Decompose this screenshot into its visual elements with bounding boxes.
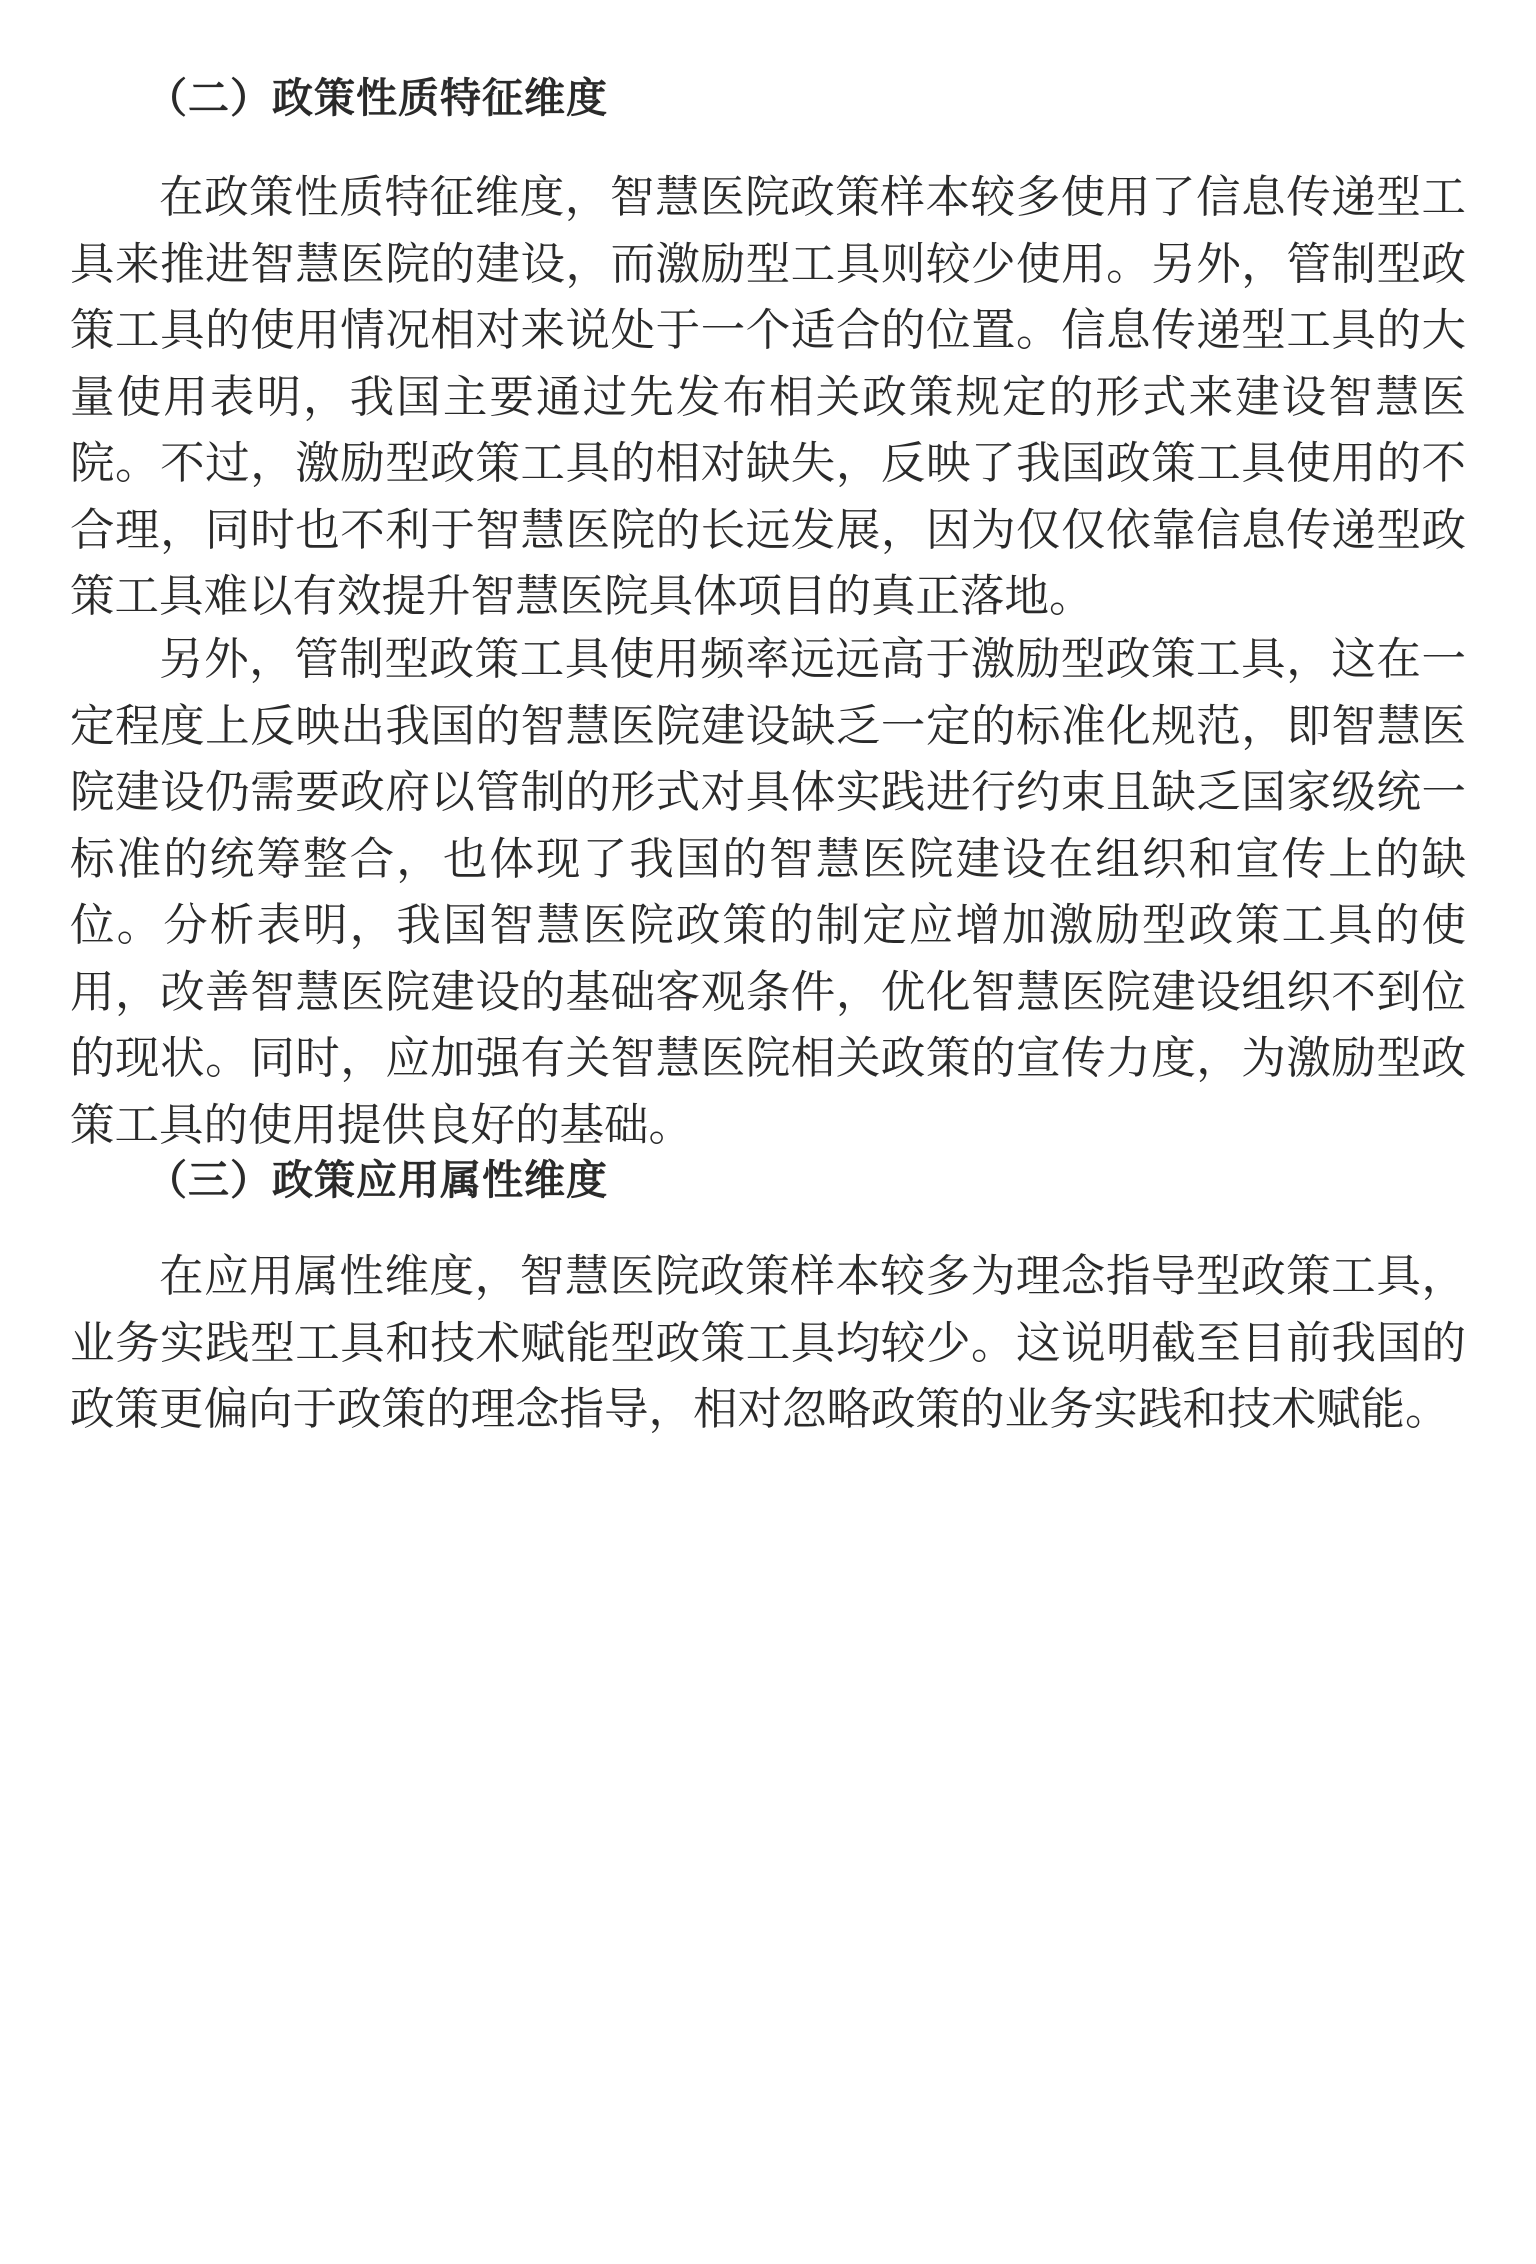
section-heading-2: （二）政策性质特征维度 — [146, 74, 608, 122]
paragraph-policy-nature-2: 另外，管制型政策工具使用频率远远高于激励型政策工具，这在一定程度上反映出我国的智慧医院建设缺乏一定的标准化规范，即智慧医院建设仍需要政府以管制的形式对具体实践进行约束且缺乏国家级统一标准的统筹整合，也体现了我国的智慧医院建设在组织和宣传上的缺位。分析表明，我国智慧医院政策的制定应增加激励型政策工具的使用，改善智慧医院建设的基础客观条件，优化智慧医院建设组织不到位的现状。同时，应加强有关智慧医院相关政策的宣传力度，为激励型政策工具的使用提供良好的基础。 — [70, 634, 1466, 1151]
section-heading-3: （三）政策应用属性维度 — [146, 1156, 608, 1204]
paragraph-policy-nature-1: 在政策性质特征维度，智慧医院政策样本较多使用了信息传递型工具来推进智慧医院的建设，而激励型工具则较少使用。另外，管制型政策工具的使用情况相对来说处于一个适合的位置。信息传递型工具的大量使用表明，我国主要通过先发布相关政策规定的形式来建设智慧医院。不过，激励型政策工具的相对缺失，反映了我国政策工具使用的不合理，同时也不利于智慧医院的长远发展，因为仅仅依靠信息传递型政策工具难以有效提升智慧医院具体项目的真正落地。 — [70, 172, 1466, 622]
document-page — [70, 0, 1466, 2264]
paragraph-application-attribute: 在应用属性维度，智慧医院政策样本较多为理念指导型政策工具，业务实践型工具和技术赋能型政策工具均较少。这说明截至目前我国的政策更偏向于政策的理念指导，相对忽略政策的业务实践和技术赋能。 — [70, 1251, 1466, 1435]
